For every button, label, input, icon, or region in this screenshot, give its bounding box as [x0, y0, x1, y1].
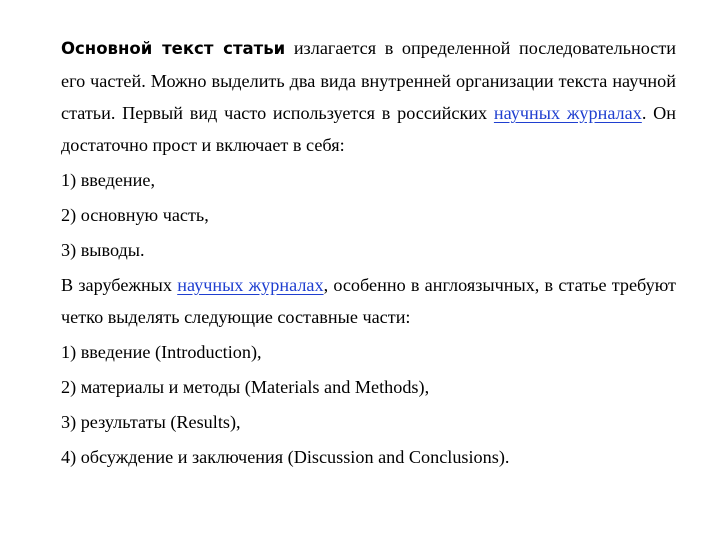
- foreign-text-b: , особенно в англоязычных, в статье требуют четко выделять следующие составные части:: [61, 275, 677, 327]
- bold-lead: Основной текст статьи: [61, 39, 286, 58]
- intro-text-a: излагается в определенной последовательности его частей. Можно выделить два вида внутренней организации текста научной статьи. Первый вид часто используется в российских: [61, 38, 676, 123]
- list2-item: 2) материалы и методы (Materials and Methods),: [61, 377, 430, 397]
- list1-item: 2) основную часть,: [61, 205, 209, 225]
- list2-item: 4) обсуждение и заключения (Discussion and Conclusions).: [61, 447, 510, 467]
- journals-link-1[interactable]: научных журналах: [493, 103, 642, 123]
- list1-item: 1) введение,: [61, 170, 156, 190]
- journals-link-2[interactable]: научных журналах: [177, 275, 324, 295]
- list2-item: 1) введение (Introduction),: [61, 342, 262, 362]
- list2-item: 3) результаты (Results),: [61, 412, 241, 432]
- intro-paragraph: [61, 32, 676, 161]
- foreign-paragraph: [61, 269, 676, 333]
- foreign-text-a: В зарубежных: [61, 275, 178, 295]
- list1-item: 3) выводы.: [61, 240, 145, 260]
- intro-text-b: . Он достаточно прост и включает в себя:: [61, 103, 676, 155]
